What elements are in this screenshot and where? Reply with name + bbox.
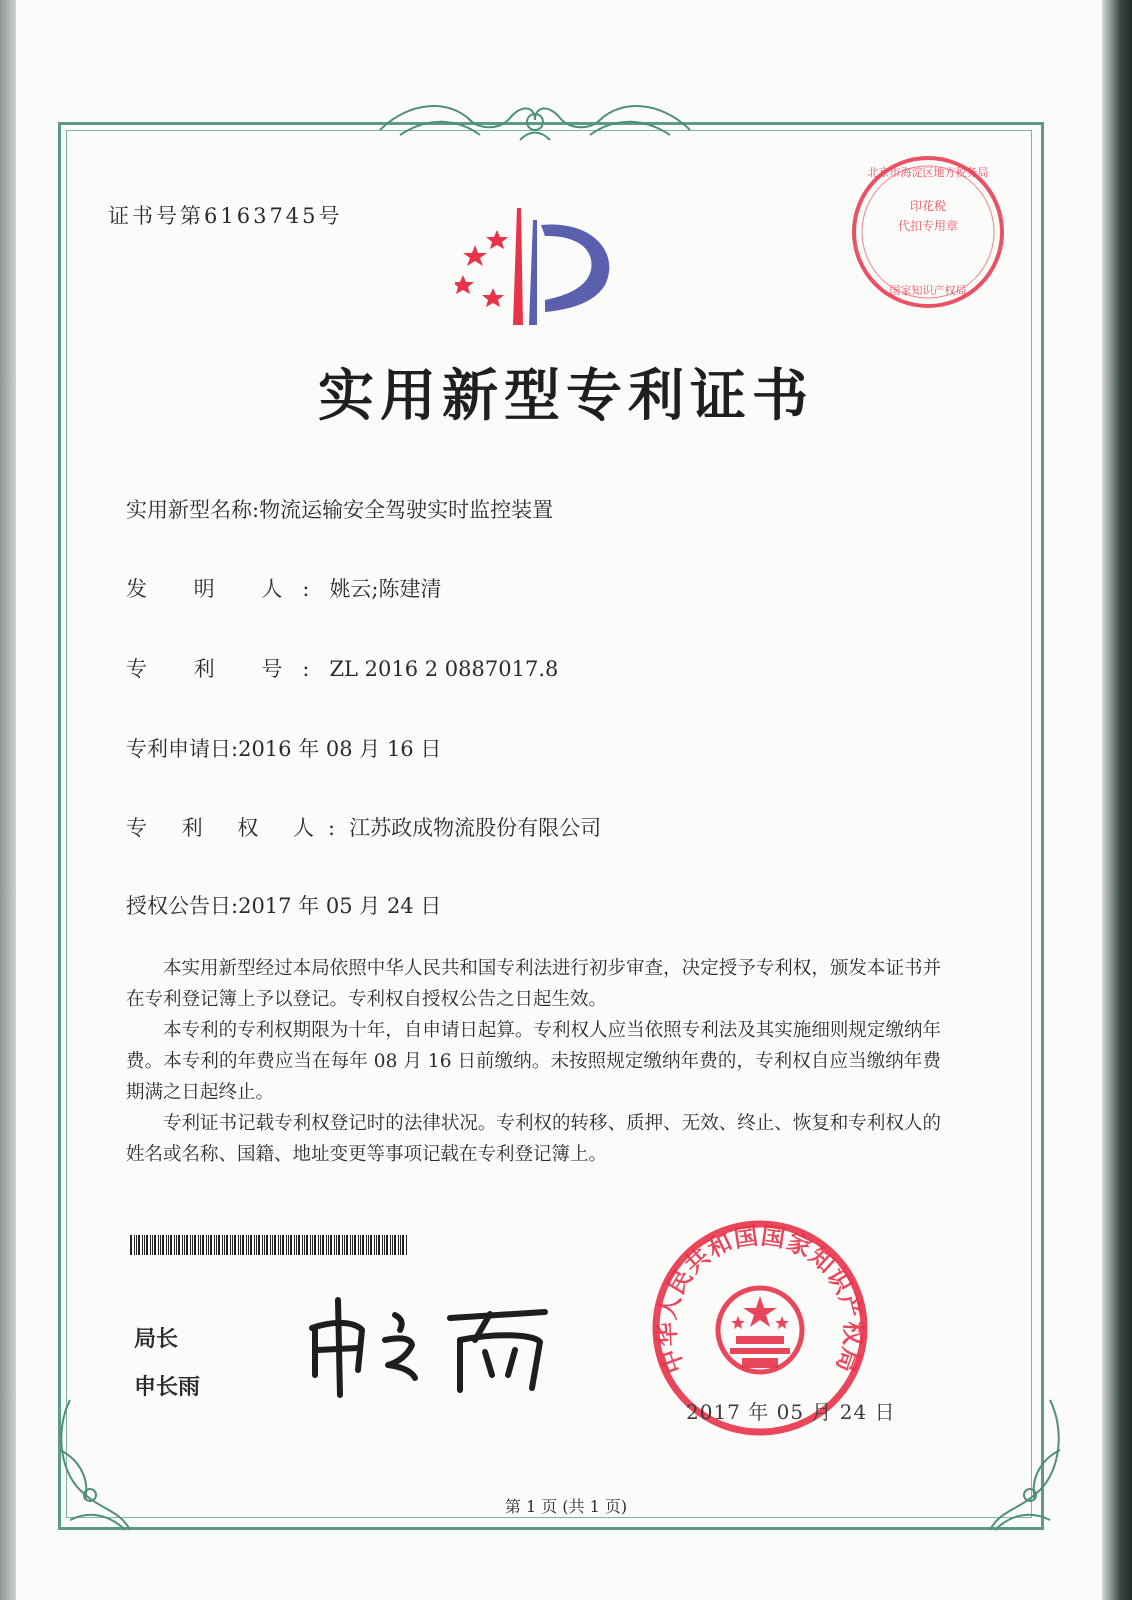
field-patent-number — [126, 653, 558, 683]
field-value: 2017 年 05 月 24 日 — [238, 894, 442, 918]
barcode-bar — [242, 1235, 244, 1255]
barcode-bar — [198, 1235, 199, 1255]
field-label: 授权公告日: — [126, 894, 239, 918]
barcode-bar — [400, 1235, 401, 1255]
field-label: 实用新型名称: — [126, 498, 260, 522]
barcode-bar — [154, 1235, 156, 1255]
barcode-bar — [390, 1235, 391, 1255]
barcode-bar — [206, 1235, 207, 1255]
barcode-bar — [144, 1235, 145, 1255]
barcode-bar — [224, 1235, 225, 1255]
barcode-bar — [246, 1235, 247, 1255]
field-inventor — [126, 573, 442, 603]
barcode-bar — [272, 1235, 273, 1255]
field-label: 专 利 权 人: — [126, 816, 350, 840]
barcode-bar — [350, 1235, 351, 1255]
barcode-bar — [202, 1235, 204, 1255]
scan-edge-right — [1102, 0, 1132, 1600]
field-application-date — [126, 733, 441, 763]
field-grant-announcement-date — [126, 890, 441, 920]
field-value: 江苏政成物流股份有限公司 — [349, 816, 602, 840]
signatory-title: 局长 — [134, 1327, 179, 1352]
barcode-bar — [298, 1235, 300, 1255]
barcode-bar — [280, 1235, 281, 1255]
certificate-number: 证书号第6163745号 — [108, 204, 343, 228]
barcode-bar — [310, 1235, 311, 1255]
body-paragraph: 本实用新型经过本局依照中华人民共和国专利法进行初步审查，决定授予专利权，颁发本证书并在专利登记簿上予以登记。专利权自授权公告之日起生效。 — [126, 958, 941, 1010]
barcode-bar — [264, 1235, 265, 1255]
barcode-bar — [368, 1235, 369, 1255]
barcode-bar — [334, 1235, 335, 1255]
barcode-bar — [342, 1235, 343, 1255]
barcode-bar — [150, 1235, 151, 1255]
barcode-bar — [218, 1235, 220, 1255]
seal-date: 2017 年 05 月 24 日 — [686, 1400, 896, 1424]
barcode-bar — [166, 1235, 167, 1255]
barcode-bar — [296, 1235, 297, 1255]
barcode-bar — [352, 1235, 353, 1255]
barcode-bar — [136, 1235, 137, 1255]
field-label: 专利申请日: — [126, 737, 239, 761]
barcode-bar — [238, 1235, 239, 1255]
barcode-bar — [398, 1235, 399, 1255]
barcode-bar — [378, 1235, 380, 1255]
barcode-bar — [256, 1235, 257, 1255]
barcode-bar — [376, 1235, 377, 1255]
barcode-bar — [370, 1235, 372, 1255]
signatory-name: 申长雨 — [134, 1375, 201, 1400]
barcode-bar — [346, 1235, 348, 1255]
seal-main-text: 中华人民共和国国家知识产权局 — [652, 1221, 868, 1377]
barcode-bar — [386, 1235, 388, 1255]
barcode-bar — [178, 1235, 180, 1255]
barcode-bar — [282, 1235, 284, 1255]
barcode-bar — [170, 1235, 172, 1255]
barcode-bar — [134, 1235, 135, 1255]
barcode-bar — [186, 1235, 188, 1255]
barcode-bar — [366, 1235, 367, 1255]
barcode-bar — [406, 1235, 407, 1255]
barcode-bar — [384, 1235, 385, 1255]
certificate-body-text — [126, 953, 941, 1170]
barcode-bar — [192, 1235, 193, 1255]
barcode-bar — [288, 1235, 289, 1255]
barcode-bar — [402, 1235, 404, 1255]
barcode-bar — [320, 1235, 321, 1255]
barcode-bar — [270, 1235, 271, 1255]
barcode-bar — [222, 1235, 223, 1255]
barcode-bar — [394, 1235, 396, 1255]
barcode-bar — [382, 1235, 383, 1255]
barcode-bar — [354, 1235, 356, 1255]
svg-text:北京市海淀区地方税务局: 北京市海淀区地方税务局 — [867, 166, 989, 179]
barcode-bar — [336, 1235, 337, 1255]
body-paragraph: 专利证书记载专利权登记时的法律状况。专利权的转移、质押、无效、终止、恢复和专利权人的姓名或名称、国籍、地址变更等事项记载在专利登记簿上。 — [126, 1113, 941, 1165]
field-value: 2016 年 08 月 16 日 — [238, 737, 442, 761]
barcode-bar — [328, 1235, 329, 1255]
field-value: 姚云;陈建清 — [329, 577, 442, 601]
barcode-bar — [160, 1235, 161, 1255]
barcode-bar — [190, 1235, 191, 1255]
field-value: ZL 2016 2 0887017.8 — [329, 657, 559, 681]
patent-office-logo-icon — [455, 200, 630, 335]
barcode-bar — [226, 1235, 228, 1255]
barcode-bar — [302, 1235, 303, 1255]
barcode-bar — [216, 1235, 217, 1255]
barcode-bar — [258, 1235, 260, 1255]
barcode-bar — [362, 1235, 364, 1255]
barcode-bar — [152, 1235, 153, 1255]
barcode-bar — [360, 1235, 361, 1255]
barcode-bar — [322, 1235, 324, 1255]
barcode-bar — [374, 1235, 375, 1255]
barcode-bar — [306, 1235, 308, 1255]
barcode-bar — [230, 1235, 231, 1255]
corner-ornament-bottom-right-icon — [960, 1390, 1070, 1540]
barcode-icon — [130, 1235, 410, 1255]
barcode-bar — [184, 1235, 185, 1255]
barcode-bar — [208, 1235, 209, 1255]
svg-text:国家知识产权局: 国家知识产权局 — [889, 284, 967, 297]
barcode-bar — [290, 1235, 292, 1255]
barcode-bar — [314, 1235, 316, 1255]
field-patentee — [126, 812, 601, 842]
barcode-bar — [248, 1235, 249, 1255]
page-footer: 第 1 页 (共 1 页) — [504, 1497, 628, 1516]
handwritten-signature-icon — [300, 1290, 560, 1400]
tax-seal-icon — [848, 152, 1008, 312]
barcode-bar — [234, 1235, 236, 1255]
barcode-bar — [274, 1235, 276, 1255]
top-ornament-icon — [370, 90, 700, 150]
field-utility-model-name — [126, 494, 553, 524]
barcode-bar — [266, 1235, 268, 1255]
barcode-bar — [250, 1235, 252, 1255]
barcode-bar — [168, 1235, 169, 1255]
barcode-bar — [262, 1235, 263, 1255]
field-label: 发 明 人: — [126, 577, 330, 601]
barcode-bar — [326, 1235, 327, 1255]
barcode-bar — [214, 1235, 215, 1255]
barcode-bar — [294, 1235, 295, 1255]
svg-text:代扣专用章: 代扣专用章 — [897, 219, 959, 233]
body-paragraph: 本专利的专利权期限为十年，自申请日起算。专利权人应当依照专利法及其实施细则规定缴纳年费。本专利的年费应当在每年 08 月 16 日前缴纳。未按照规定缴纳年费的，专利权自应当缴纳年费期满之日起终止。 — [126, 1020, 941, 1103]
scan-edge-left — [0, 0, 16, 1600]
barcode-bar — [138, 1235, 140, 1255]
field-value: 物流运输安全驾驶实时监控装置 — [259, 498, 554, 522]
barcode-bar — [344, 1235, 345, 1255]
barcode-bar — [194, 1235, 196, 1255]
corner-ornament-bottom-left-icon — [50, 1390, 160, 1540]
barcode-bar — [146, 1235, 148, 1255]
field-label: 专 利 号: — [126, 657, 330, 681]
barcode-bar — [174, 1235, 175, 1255]
barcode-bar — [210, 1235, 212, 1255]
barcode-bar — [130, 1235, 132, 1255]
barcode-bar — [176, 1235, 177, 1255]
barcode-bar — [338, 1235, 340, 1255]
barcode-bar — [304, 1235, 305, 1255]
barcode-bar — [312, 1235, 313, 1255]
barcode-bar — [254, 1235, 255, 1255]
barcode-bar — [232, 1235, 233, 1255]
certificate-title: 实用新型专利证书 — [318, 363, 814, 429]
svg-text:印花税: 印花税 — [909, 199, 947, 213]
barcode-bar — [286, 1235, 287, 1255]
barcode-bar — [162, 1235, 164, 1255]
barcode-bar — [330, 1235, 332, 1255]
barcode-bar — [158, 1235, 159, 1255]
barcode-bar — [392, 1235, 393, 1255]
barcode-bar — [358, 1235, 359, 1255]
barcode-bar — [318, 1235, 319, 1255]
barcode-bar — [182, 1235, 183, 1255]
barcode-bar — [142, 1235, 143, 1255]
barcode-bar — [240, 1235, 241, 1255]
barcode-bar — [200, 1235, 201, 1255]
barcode-bar — [278, 1235, 279, 1255]
